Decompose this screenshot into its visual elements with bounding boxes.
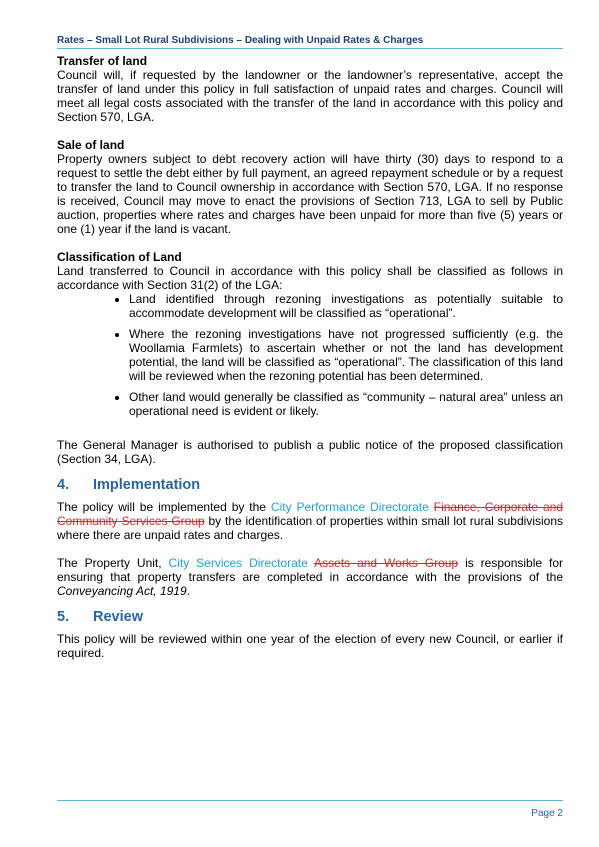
classification-intro: Land transferred to Council in accordance with this policy shall be classified as follows in accordance with Section 31(2) of the LGA:	[57, 264, 563, 292]
inserted-text: City Services Directorate	[168, 556, 308, 570]
transfer-of-land-section	[57, 54, 563, 124]
text-run: by the identification of properties within small lot rural subdivisions where there are unpaid rates and charges.	[57, 514, 563, 542]
page-content	[57, 54, 563, 660]
text-run: .	[186, 584, 190, 598]
classification-list	[57, 292, 563, 418]
act-title: Conveyancing Act, 1919	[57, 584, 187, 598]
list-item: • Land identified through rezoning investigations as potentially suitable to accommodate development will be classified as “operational”.	[129, 292, 563, 320]
implementation-paragraph-1	[57, 500, 563, 542]
section-number: 4.	[57, 477, 70, 493]
deleted-text: Assets and Works Group	[314, 556, 459, 570]
list-item: • Where the rezoning investigations have not progressed sufficiently (e.g. the Woollamia Farmlets) to ascertain whether or not the land has development potential, the land will be classified as “operational”. The classification of this land will be reviewed when the rezoning potential has been determined.	[129, 327, 563, 383]
text-run: The policy will be implemented by the	[57, 500, 271, 514]
section-title: Review	[93, 609, 143, 625]
implementation-heading	[57, 478, 563, 492]
list-item: • Other land would generally be classified as “community – natural area” unless an operational need is evident or likely.	[129, 390, 563, 418]
text-run: The Property Unit,	[57, 556, 169, 570]
transfer-heading: Transfer of land	[57, 54, 148, 68]
classification-closing: The General Manager is authorised to publish a public notice of the proposed classification (Section 34, LGA).	[57, 438, 563, 466]
classification-heading: Classification of Land	[57, 250, 182, 264]
classification-section	[57, 250, 563, 466]
page-header: Rates – Small Lot Rural Subdivisions – Dealing with Unpaid Rates & Charges	[57, 35, 563, 49]
text-run: is responsible for ensuring that property transfers are completed in accordance with the provisions of the	[57, 556, 564, 584]
implementation-paragraph-2	[57, 556, 563, 598]
footer-divider	[57, 800, 563, 801]
inserted-text: City Performance Directorate	[270, 500, 429, 514]
deleted-text: Finance, Corporate and Community Services Group	[57, 500, 564, 528]
sale-body: Property owners subject to debt recovery action will have thirty (30) days to respond to a request to settle the debt either by full payment, an agreed repayment schedule or by a request to transfer the land to Council ownership in accordance with Section 570, LGA. If no response is received, Council may move to enact the provisions of Section 713, LGA to sell by Public auction, properties where rates and charges have been unpaid for more than five (5) years or one (1) year if the land is vacant.	[57, 152, 563, 236]
review-body: This policy will be reviewed within one year of the election of every new Council, or earlier if required.	[57, 632, 563, 660]
sale-heading: Sale of land	[57, 138, 125, 152]
transfer-body: Council will, if requested by the landowner or the landowner’s representative, accept the transfer of land under this policy in full satisfaction of unpaid rates and charges. Council will meet all legal costs associated with the transfer of the land in accordance with this policy and Section 570, LGA.	[57, 68, 563, 124]
section-number: 5.	[57, 609, 70, 625]
sale-of-land-section	[57, 138, 563, 236]
section-title: Implementation	[93, 477, 201, 493]
page-number: Page 2	[531, 808, 563, 819]
review-heading	[57, 610, 563, 624]
